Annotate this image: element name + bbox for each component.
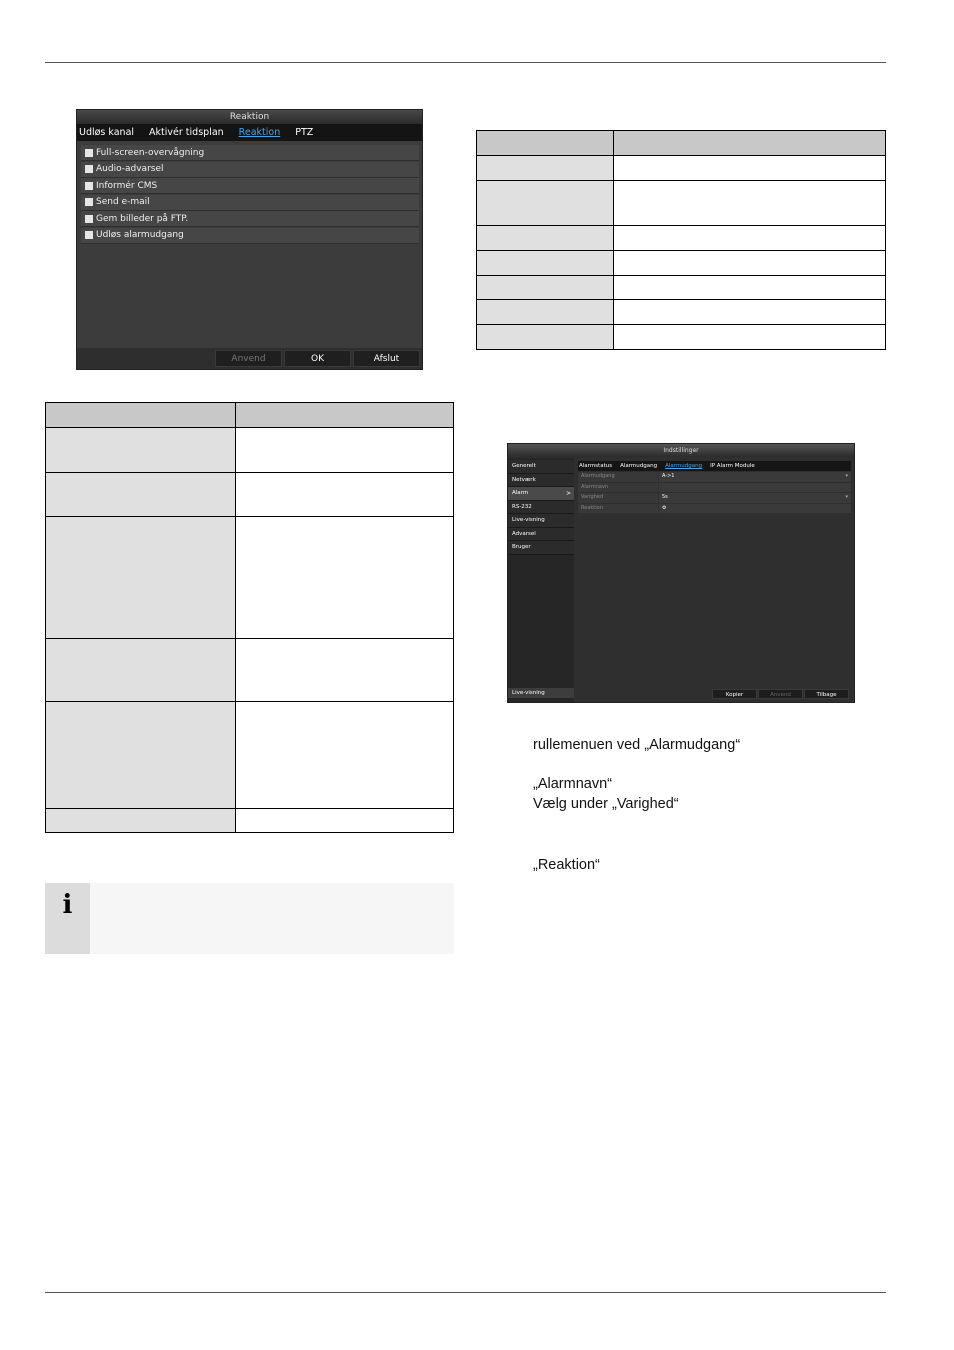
dialog-footer <box>77 348 422 369</box>
field-value: 5s <box>662 494 668 500</box>
table-cell <box>477 300 614 325</box>
table-cell <box>477 325 614 350</box>
option-gem-ftp[interactable] <box>81 211 419 227</box>
field-label: Alarmnavn <box>578 483 658 493</box>
table-cell <box>477 276 614 300</box>
table-cell <box>236 473 454 517</box>
ok-button[interactable]: OK <box>284 350 351 367</box>
sidebar-item-live-visning[interactable]: Live-visning <box>508 514 574 528</box>
table-cell <box>236 639 454 702</box>
left-table <box>45 402 454 833</box>
table-cell <box>236 428 454 473</box>
tilbage-button[interactable]: Tilbage <box>804 689 849 699</box>
checkbox[interactable] <box>85 198 93 206</box>
option-full-screen[interactable] <box>81 145 419 161</box>
sidebar-item-generelt[interactable]: Generelt <box>508 460 574 474</box>
table-header-cell <box>46 403 236 428</box>
sidebar-item-label: Alarm <box>512 490 529 496</box>
settings-sidebar <box>508 458 574 702</box>
text-line-3: Vælg under „Varighed“ <box>533 796 679 812</box>
reaktion-settings-button[interactable] <box>659 504 851 514</box>
dialog-tabs <box>77 124 422 141</box>
checkbox[interactable] <box>85 165 93 173</box>
info-note <box>45 883 454 954</box>
text-line-4: „Reaktion“ <box>533 857 600 873</box>
table-cell <box>614 156 886 181</box>
info-icon: i <box>45 883 90 954</box>
table-cell <box>614 300 886 325</box>
sidebar-item-netvaerk[interactable]: Netværk <box>508 474 574 488</box>
varighed-select[interactable] <box>659 493 851 503</box>
settings-tabs <box>578 461 851 471</box>
anvend-button[interactable]: Anvend <box>758 689 803 699</box>
sidebar-item-advarsel[interactable]: Advarsel <box>508 528 574 542</box>
table-cell <box>477 226 614 251</box>
reaktion-dialog <box>76 109 423 370</box>
sidebar-item-bruger[interactable]: Bruger <box>508 541 574 555</box>
settings-main <box>578 461 851 702</box>
option-send-email[interactable] <box>81 195 419 211</box>
reaction-options <box>77 141 422 244</box>
table-header-cell <box>614 131 886 156</box>
settings-screen <box>507 443 855 703</box>
text-line-1: rullemenuen ved „Alarmudgang“ <box>533 737 741 753</box>
option-audio-advarsel[interactable] <box>81 162 419 178</box>
tab-ptz[interactable]: PTZ <box>295 127 314 138</box>
option-label: Udløs alarmudgang <box>96 230 184 240</box>
checkbox[interactable] <box>85 149 93 157</box>
field-label: Varighed <box>578 493 658 503</box>
field-label: Reaktion <box>578 504 658 514</box>
tab-aktiver-tidsplan[interactable]: Aktivér tidsplan <box>149 127 224 138</box>
field-value: A->1 <box>662 473 675 479</box>
alarmudgang-select[interactable] <box>659 472 851 482</box>
table-cell <box>236 702 454 809</box>
alarmnavn-input[interactable] <box>659 483 851 493</box>
sidebar-item-alarm[interactable] <box>508 487 574 501</box>
option-label: Informér CMS <box>96 180 158 191</box>
table-cell <box>614 325 886 350</box>
chevron-right-icon: > <box>565 490 571 497</box>
table-cell <box>46 428 236 473</box>
footer-rule <box>45 1292 886 1293</box>
tab-alarmstatus[interactable]: Alarmstatus <box>579 463 613 469</box>
dropdown-arrow-icon: ▾ <box>845 494 848 500</box>
field-alarmnavn <box>578 483 851 493</box>
settings-title: Indstillinger <box>508 444 854 457</box>
table-cell <box>614 276 886 300</box>
field-varighed <box>578 493 851 503</box>
anvend-button[interactable]: Anvend <box>215 350 282 367</box>
right-table <box>476 130 886 350</box>
field-label: Alarmudgang <box>578 472 658 482</box>
tab-ip-alarm-module[interactable]: IP Alarm Module <box>710 463 755 469</box>
field-reaktion <box>578 504 851 514</box>
table-cell <box>614 251 886 276</box>
kopier-button[interactable]: Kopier <box>712 689 757 699</box>
text-line-2: „Alarmnavn“ <box>533 776 612 792</box>
table-cell <box>46 809 236 833</box>
table-header-cell <box>477 131 614 156</box>
option-label: Audio-advarsel <box>96 164 164 174</box>
tab-udlos-kanal[interactable]: Udløs kanal <box>79 127 135 138</box>
table-cell <box>46 517 236 639</box>
table-cell <box>236 809 454 833</box>
table-cell <box>46 639 236 702</box>
table-header-cell <box>236 403 454 428</box>
dialog-title: Reaktion <box>77 110 422 124</box>
settings-footer <box>712 689 849 699</box>
tab-alarmudgang[interactable]: Alarmudgang <box>665 463 703 469</box>
checkbox[interactable] <box>85 215 93 223</box>
table-cell <box>477 156 614 181</box>
option-label: Send e-mail <box>96 197 150 207</box>
field-alarmudgang <box>578 472 851 482</box>
afslut-button[interactable]: Afslut <box>353 350 420 367</box>
dropdown-arrow-icon: ▾ <box>845 473 848 479</box>
live-visning-button[interactable]: Live-visning <box>508 688 574 698</box>
table-cell <box>236 517 454 639</box>
table-cell <box>614 181 886 226</box>
option-label: Full-screen-overvågning <box>96 147 205 158</box>
option-informer-cms[interactable] <box>81 178 419 194</box>
table-cell <box>477 251 614 276</box>
header-rule <box>45 62 886 63</box>
tab-reaktion[interactable]: Reaktion <box>238 127 281 138</box>
option-label: Gem billeder på FTP. <box>96 213 189 224</box>
table-cell <box>46 473 236 517</box>
checkbox[interactable] <box>85 182 93 190</box>
table-cell <box>477 181 614 226</box>
table-cell <box>614 226 886 251</box>
gear-icon: ⚙ <box>662 504 667 511</box>
checkbox[interactable] <box>85 231 93 239</box>
option-udlos-alarmudgang[interactable] <box>81 228 419 244</box>
sidebar-item-rs232[interactable]: RS-232 <box>508 501 574 515</box>
table-cell <box>46 702 236 809</box>
tab-alarmindgang[interactable]: Alarmudgang <box>620 463 658 469</box>
